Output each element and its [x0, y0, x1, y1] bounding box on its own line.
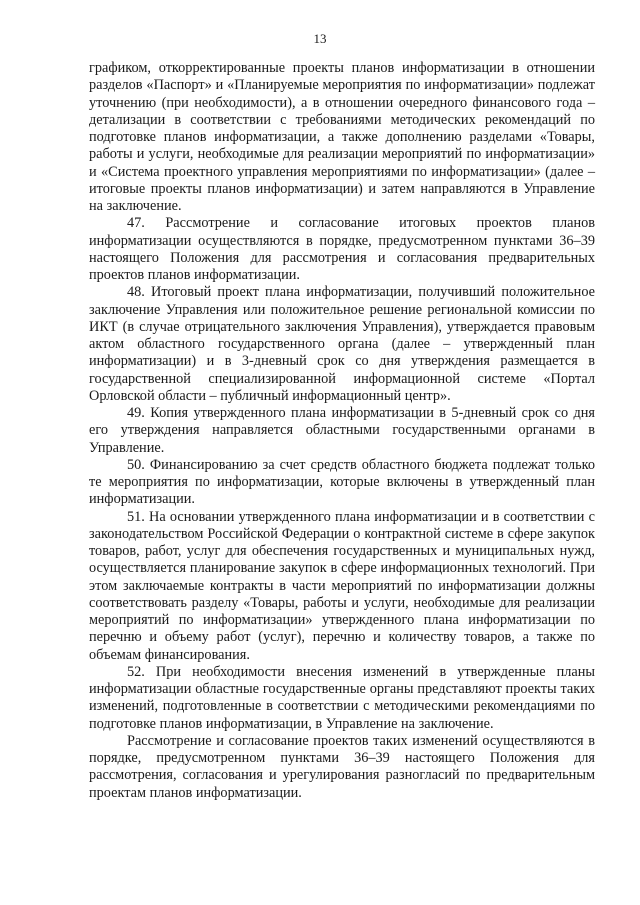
paragraph-48: 48. Итоговый проект плана информатизации, получивший положительное заключение Управления или положительное решение региональной комиссии по ИКТ (в случае отрицательного заключения Управления), утверждается правовым актом областного государственного органа (далее – утвержденный план информатизации) и в 3-дневный срок со дня утверждения размещается в государственной специализированной информационной системе «Портал Орловской области – публичный информационный центр». [89, 284, 595, 404]
paragraph-52: 52. При необходимости внесения изменений в утвержденные планы информатизации областные государственные органы представляют проекты таких изменений, подготовленные в соответствии с методическими рекомендациями по подготовке планов информатизации, в Управление на заключение. [89, 663, 595, 732]
page-number: 13 [313, 31, 327, 46]
document-body [89, 60, 595, 802]
paragraph-49: 49. Копия утвержденного плана информатизации в 5-дневный срок со дня его утверждения направляется областными государственными органами в Управление. [89, 405, 595, 456]
paragraph-continuation: графиком, откорректированные проекты планов информатизации в отношении разделов «Паспорт» и «Планируемые мероприятия по информатизации» подлежат уточнению (при необходимости), а в отношении очередного финансового года – детализации в соответствии с требованиями методических рекомендаций по подготовке планов информатизации, а также дополнению разделами «Товары, работы и услуги, необходимые для реализации мероприятий по информатизации» и «Система проектного управления мероприятиями по информатизации» (далее – итоговые проекты планов информатизации) и затем направляются в Управление на заключение. [89, 60, 595, 214]
paragraph-50: 50. Финансированию за счет средств областного бюджета подлежат только те мероприятия по информатизации, которые включены в утвержденный план информатизации. [89, 456, 595, 508]
paragraph-47: 47. Рассмотрение и согласование итоговых проектов планов информатизации осуществляются в порядке, предусмотренном пунктами 36–39 настоящего Положения для рассмотрения и согласования предварительных проектов планов информатизации. [89, 215, 595, 283]
paragraph-52-continuation: Рассмотрение и согласование проектов таких изменений осуществляются в порядке, предусмотренном пунктами 36–39 настоящего Положения для рассмотрения, согласования и урегулирования разногласий по предварительным проектам планов информатизации. [89, 732, 595, 801]
paragraph-51: 51. На основании утвержденного плана информатизации и в соответствии с законодательством Российской Федерации о контрактной системе в сфере закупок товаров, работ, услуг для обеспечения государственных и муниципальных нужд, осуществляется планирование закупок в сфере информационных технологий. При этом заключаемые контракты в части мероприятий по информатизации должны соответствовать разделу «Товары, работы и услуги, необходимые для реализации мероприятий по информатизации» утвержденного плана информатизации по перечню и объему работ (услуг), перечню и количеству товаров, а также по объемам финансирования. [89, 508, 595, 663]
